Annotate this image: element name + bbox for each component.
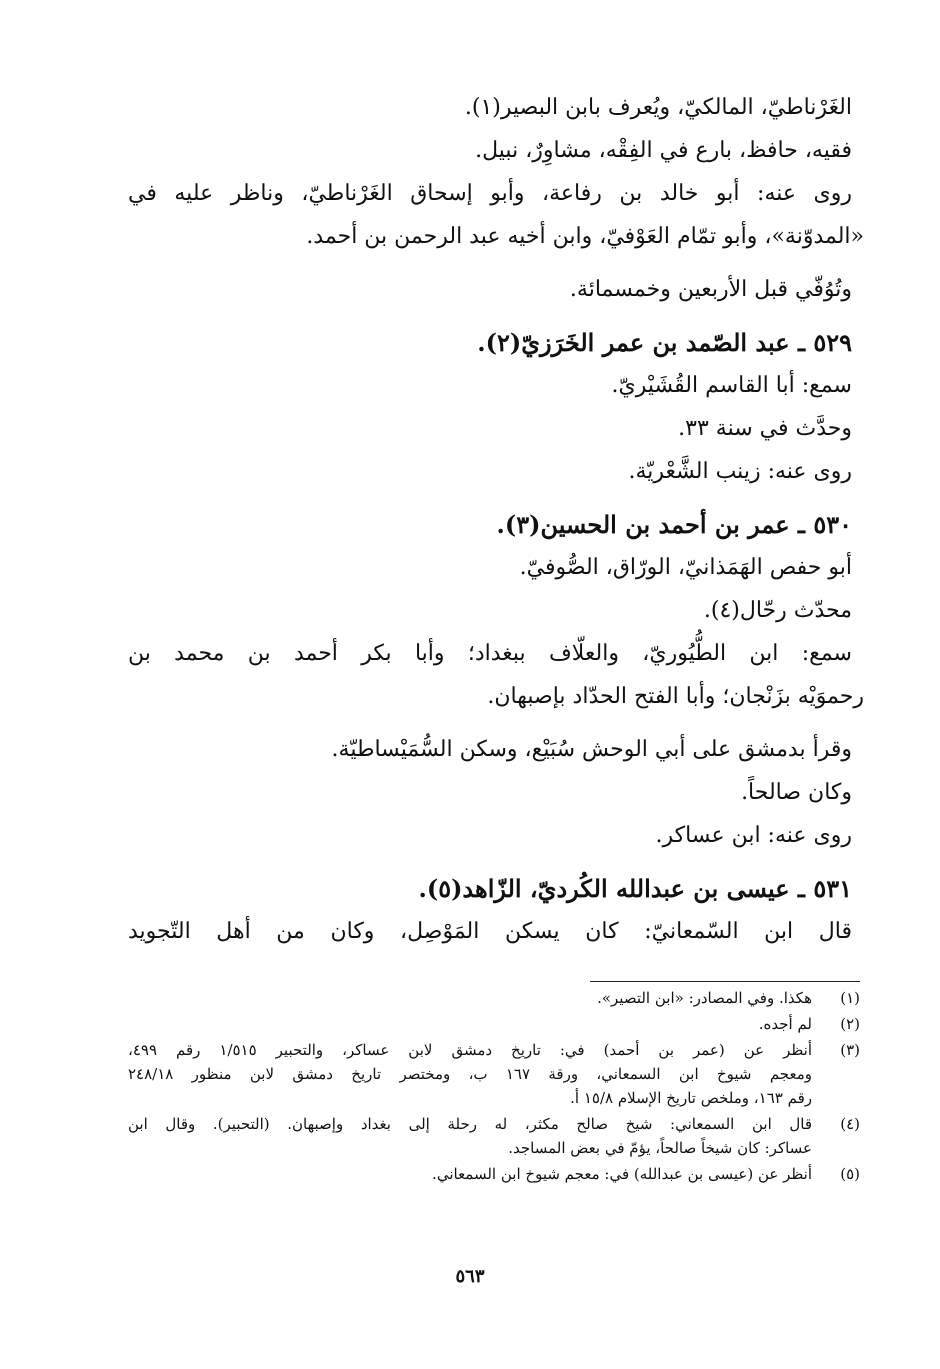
footnote-line: أنظر عن (عيسى بن عبدالله) في: معجم شيوخ ابن السمعاني. [432, 1165, 812, 1183]
footnote-number: (٥) [840, 1165, 860, 1183]
footnote-text [128, 986, 812, 1010]
page-number: ٥٦٣ [455, 1266, 485, 1287]
text-line: وحدَّث في سنة ٣٣. [678, 416, 852, 441]
text-line: روى عنه: ابن عساكر. [655, 823, 852, 848]
footnotes [128, 986, 860, 1188]
entry-heading: ٥٣٠ ـ عمر بن أحمد بن الحسين(٣). [496, 510, 852, 539]
main-text [128, 95, 864, 962]
footnote-number: (١) [840, 989, 860, 1007]
text-line: روى عنه: أبو خالد بن رفاعة، وأبو إسحاق الغَرْناطيّ، وناظر عليه في [128, 181, 852, 206]
text-line: «المدوّنة»، وأبو تمّام العَوْفيّ، وابن أخيه عبد الرحمن بن أحمد. [306, 224, 864, 249]
text-line: وتُوُفّي قبل الأربعين وخمسمائة. [569, 277, 852, 302]
footnote-line: رقم ١٦٣، وملخص تاريخ الإسلام ١٥/٨ أ. [570, 1089, 812, 1107]
footnote-line: قال ابن السمعاني: شيخ صالح مكثر، له رحلة إلى بغداد وإصبهان. (التحبير). وقال ابن [128, 1115, 812, 1133]
footnote-line: هكذا. وفي المصادر: «ابن التصير». [597, 989, 812, 1007]
text-line: سمع: أبا القاسم القُشَيْريّ. [611, 373, 852, 398]
footnote [128, 1012, 860, 1036]
text-line: أبو حفص الهَمَذانيّ، الورّاق، الصُّوفيّ. [519, 555, 852, 580]
footnote-line: ومعجم شيوخ ابن السمعاني، ورقة ١٦٧ ب، ومختصر تاريخ دمشق لابن منظور ٢٤٨/١٨ [128, 1065, 812, 1083]
footnote-line: أنظر عن (عمر بن أحمد) في: تاريخ دمشق لابن عساكر، والتحبير ١/٥١٥ رقم ٤٩٩، [128, 1041, 812, 1059]
footnote-number: (٢) [840, 1015, 860, 1033]
footnote-line: لم أجده. [758, 1015, 812, 1033]
footnote-number: (٣) [840, 1041, 860, 1059]
footnote-text [128, 1038, 812, 1110]
text-line: محدّث رحّال(٤). [703, 598, 852, 623]
footnote-text [128, 1012, 812, 1036]
text-line: رحموَيْه بزَنْجان؛ وأبا الفتح الحدّاد بإصبهان. [487, 684, 864, 709]
footnote [128, 1038, 860, 1110]
text-line: روى عنه: زينب الشَّعْريّة. [628, 459, 852, 484]
text-line: سمع: ابن الطُّيُوريّ، والعلّاف ببغداد؛ وأبا بكر أحمد بن محمد بن [128, 641, 852, 666]
text-line: وكان صالحاً. [741, 780, 852, 805]
footnote-text [128, 1112, 812, 1160]
text-line: فقيه، حافظ، بارع في الفِقْه، مشاوِرٌ، نبيل. [475, 138, 852, 163]
footnote-number: (٤) [840, 1115, 860, 1133]
footnote [128, 1162, 860, 1186]
footnote [128, 1112, 860, 1160]
entry-heading: ٥٢٩ ـ عبد الصّمد بن عمر الخَرَزيّ(٢). [477, 328, 852, 357]
footnote-line: عساكر: كان شيخاً صالحاً، يؤمّ في بعض المساجد. [508, 1139, 812, 1157]
footnote [128, 986, 860, 1010]
text-line: قال ابن السّمعانيّ: كان يسكن المَوْصِل، وكان من أهل التّجويد [128, 919, 852, 944]
footnote-separator [590, 981, 860, 982]
text-line: الغَرْناطيّ، المالكيّ، ويُعرف بابن البصير(١). [464, 95, 852, 120]
footnote-text [128, 1162, 812, 1186]
text-line: وقرأ بدمشق على أبي الوحش سُبَيْع، وسكن السُّمَيْساطيّة. [331, 737, 852, 762]
entry-heading: ٥٣١ ـ عيسى بن عبدالله الكُرديّ، الزّاهد(٥). [418, 874, 852, 903]
